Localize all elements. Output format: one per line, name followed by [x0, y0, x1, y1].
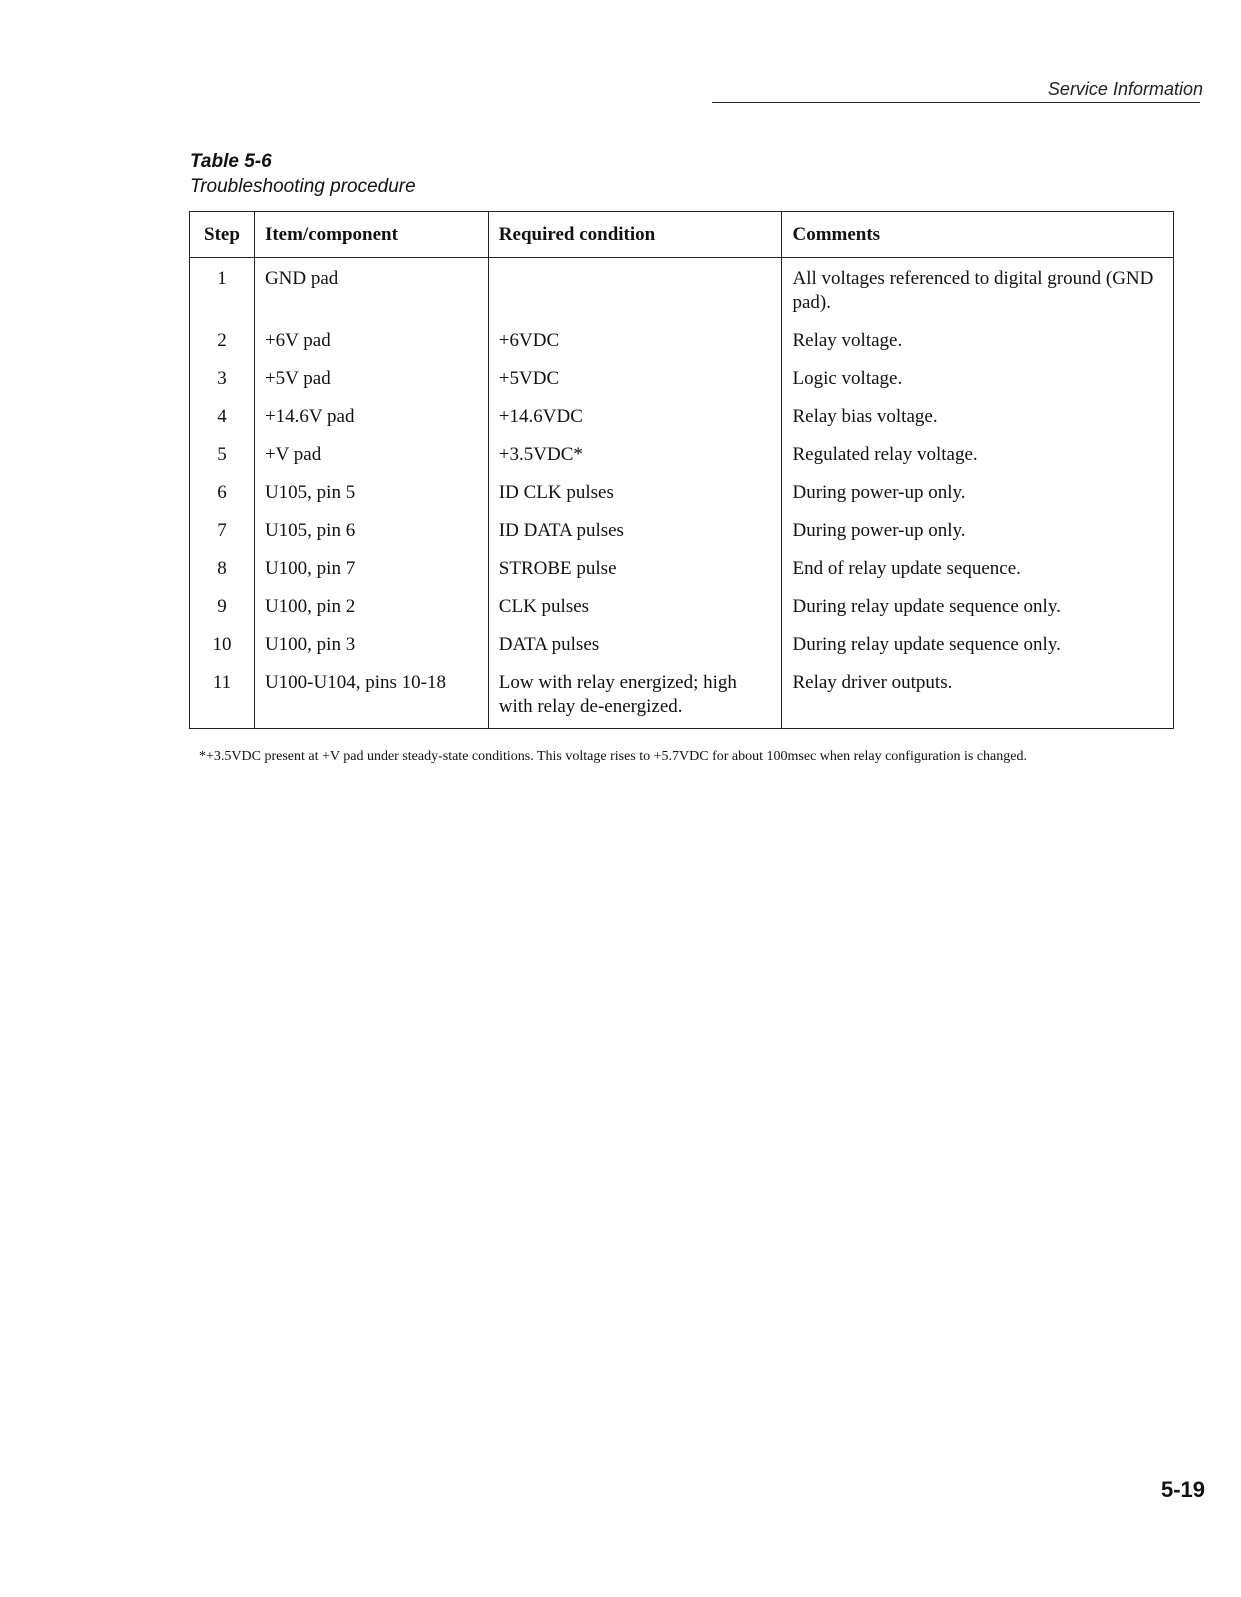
- item-cell: U100-U104, pins 10-18: [254, 666, 488, 729]
- condition-cell: ID CLK pulses: [488, 476, 782, 514]
- column-header-step: Step: [190, 212, 255, 258]
- condition-cell: ID DATA pulses: [488, 514, 782, 552]
- step-cell: 8: [190, 552, 255, 590]
- table-row: [190, 590, 1174, 628]
- item-cell: U100, pin 7: [254, 552, 488, 590]
- item-cell: GND pad: [254, 258, 488, 325]
- column-header-comments: Comments: [782, 212, 1174, 258]
- step-cell: 9: [190, 590, 255, 628]
- table-row: [190, 400, 1174, 438]
- item-cell: U105, pin 5: [254, 476, 488, 514]
- condition-cell: +5VDC: [488, 362, 782, 400]
- comments-cell: During power-up only.: [782, 514, 1174, 552]
- troubleshooting-table: [189, 211, 1174, 729]
- step-cell: 10: [190, 628, 255, 666]
- table-header-row: [190, 212, 1174, 258]
- page-number: 5-19: [1160, 1477, 1205, 1502]
- header-rule: [712, 102, 1200, 103]
- step-cell: 3: [190, 362, 255, 400]
- table-row: [190, 628, 1174, 666]
- comments-cell: All voltages referenced to digital ground (GND pad).: [782, 258, 1174, 325]
- table-caption: Troubleshooting procedure: [190, 176, 416, 197]
- comments-cell: Relay bias voltage.: [782, 400, 1174, 438]
- condition-cell: +3.5VDC*: [488, 438, 782, 476]
- column-header-condition: Required condition: [488, 212, 782, 258]
- table-row: [190, 258, 1174, 325]
- condition-cell: [488, 258, 782, 325]
- condition-cell: +6VDC: [488, 324, 782, 362]
- step-cell: 6: [190, 476, 255, 514]
- item-cell: +6V pad: [254, 324, 488, 362]
- comments-cell: Logic voltage.: [782, 362, 1174, 400]
- item-cell: +5V pad: [254, 362, 488, 400]
- comments-cell: Relay voltage.: [782, 324, 1174, 362]
- table-number: Table 5-6: [190, 151, 272, 172]
- comments-cell: End of relay update sequence.: [782, 552, 1174, 590]
- comments-cell: During relay update sequence only.: [782, 628, 1174, 666]
- comments-cell: During relay update sequence only.: [782, 590, 1174, 628]
- item-cell: U100, pin 3: [254, 628, 488, 666]
- table-row: [190, 514, 1174, 552]
- condition-cell: Low with relay energized; high with relay de-energized.: [488, 666, 782, 729]
- condition-cell: DATA pulses: [488, 628, 782, 666]
- table-row: [190, 324, 1174, 362]
- item-cell: U105, pin 6: [254, 514, 488, 552]
- table-row: [190, 438, 1174, 476]
- comments-cell: Regulated relay voltage.: [782, 438, 1174, 476]
- step-cell: 11: [190, 666, 255, 729]
- item-cell: U100, pin 2: [254, 590, 488, 628]
- condition-cell: CLK pulses: [488, 590, 782, 628]
- condition-cell: STROBE pulse: [488, 552, 782, 590]
- column-header-item: Item/component: [254, 212, 488, 258]
- table-row: [190, 362, 1174, 400]
- table-row: [190, 666, 1174, 729]
- table-row: [190, 552, 1174, 590]
- step-cell: 4: [190, 400, 255, 438]
- item-cell: +14.6V pad: [254, 400, 488, 438]
- item-cell: +V pad: [254, 438, 488, 476]
- step-cell: 7: [190, 514, 255, 552]
- running-header: Service Information: [1047, 79, 1203, 99]
- table-footnote: *+3.5VDC present at +V pad under steady-state conditions. This voltage rises to +5.7VDC for about 100msec when relay configuration is changed.: [199, 749, 1027, 764]
- comments-cell: During power-up only.: [782, 476, 1174, 514]
- condition-cell: +14.6VDC: [488, 400, 782, 438]
- step-cell: 5: [190, 438, 255, 476]
- step-cell: 2: [190, 324, 255, 362]
- step-cell: 1: [190, 258, 255, 325]
- comments-cell: Relay driver outputs.: [782, 666, 1174, 729]
- table-row: [190, 476, 1174, 514]
